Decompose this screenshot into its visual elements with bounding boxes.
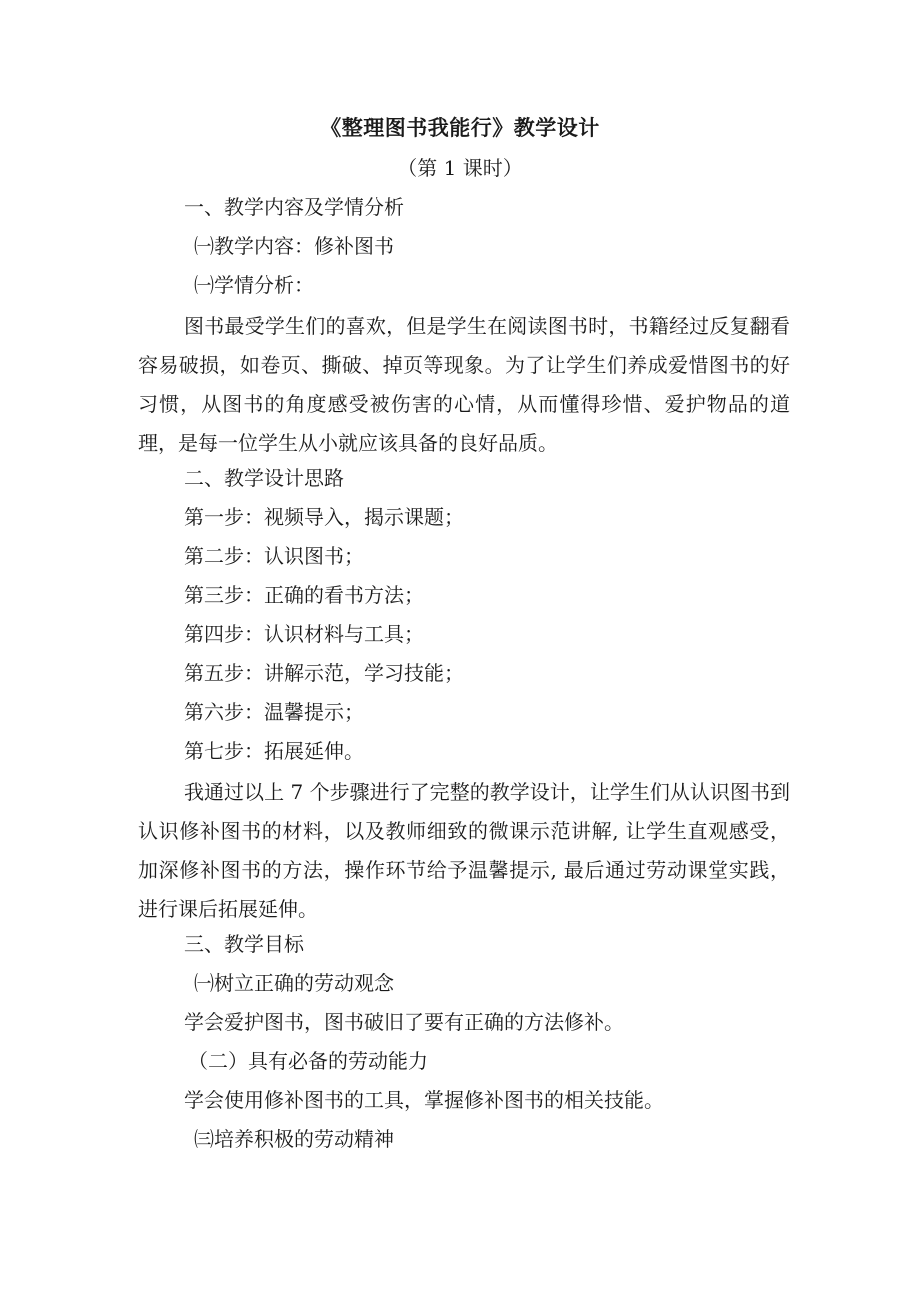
goal1-heading: ㈠树立正确的劳动观念: [194, 971, 394, 995]
section2-paragraph: 我通过以上 7 个步骤进行了完整的教学设计，让学生们从认识图书到认识修补图书的材料，以及教师细致的微课示范讲解, 让学生直观感受，加深修补图书的方法，操作环节给予温馨提示, 最后通过劳动课堂实践，进行课后拓展延伸。: [138, 780, 790, 921]
goal3-heading: ㈢培养积极的劳动精神: [194, 1127, 394, 1151]
goal1-text: 学会爱护图书，图书破旧了要有正确的方法修补。: [184, 1010, 624, 1034]
section2-heading: 二、教学设计思路: [184, 466, 344, 490]
section1-sub-content: ㈠教学内容：修补图书: [194, 234, 394, 258]
step-item: 第四步：认识材料与工具；: [184, 622, 424, 646]
step-item: 第一步：视频导入，揭示课题；: [184, 505, 464, 529]
goal2-heading: （二）具有必备的劳动能力: [188, 1049, 428, 1073]
document-title: 《整理图书我能行》教学设计: [320, 115, 600, 140]
step-item: 第五步：讲解示范，学习技能；: [184, 661, 464, 685]
section1-sub-analysis: ㈠学情分析：: [194, 273, 314, 297]
step-item: 第六步：温馨提示；: [184, 700, 364, 724]
section1-heading: 一、教学内容及学情分析: [184, 195, 404, 219]
step-item: 第三步：正确的看书方法；: [184, 583, 424, 607]
goal2-text: 学会使用修补图书的工具，掌握修补图书的相关技能。: [184, 1088, 664, 1112]
step-item: 第七步：拓展延伸。: [184, 739, 364, 763]
section3-heading: 三、教学目标: [184, 932, 304, 956]
document-subtitle: （第 1 课时）: [397, 156, 523, 180]
section1-paragraph: 图书最受学生们的喜欢，但是学生在阅读图书时，书籍经过反复翻看容易破损，如卷页、撕破、掉页等现象。为了让学生们养成爱惜图书的好习惯，从图书的角度感受被伤害的心情，从而懂得珍惜、爱护物品的道理，是每一位学生从小就应该具备的良好品质。: [138, 314, 790, 455]
step-item: 第二步：认识图书；: [184, 544, 364, 568]
